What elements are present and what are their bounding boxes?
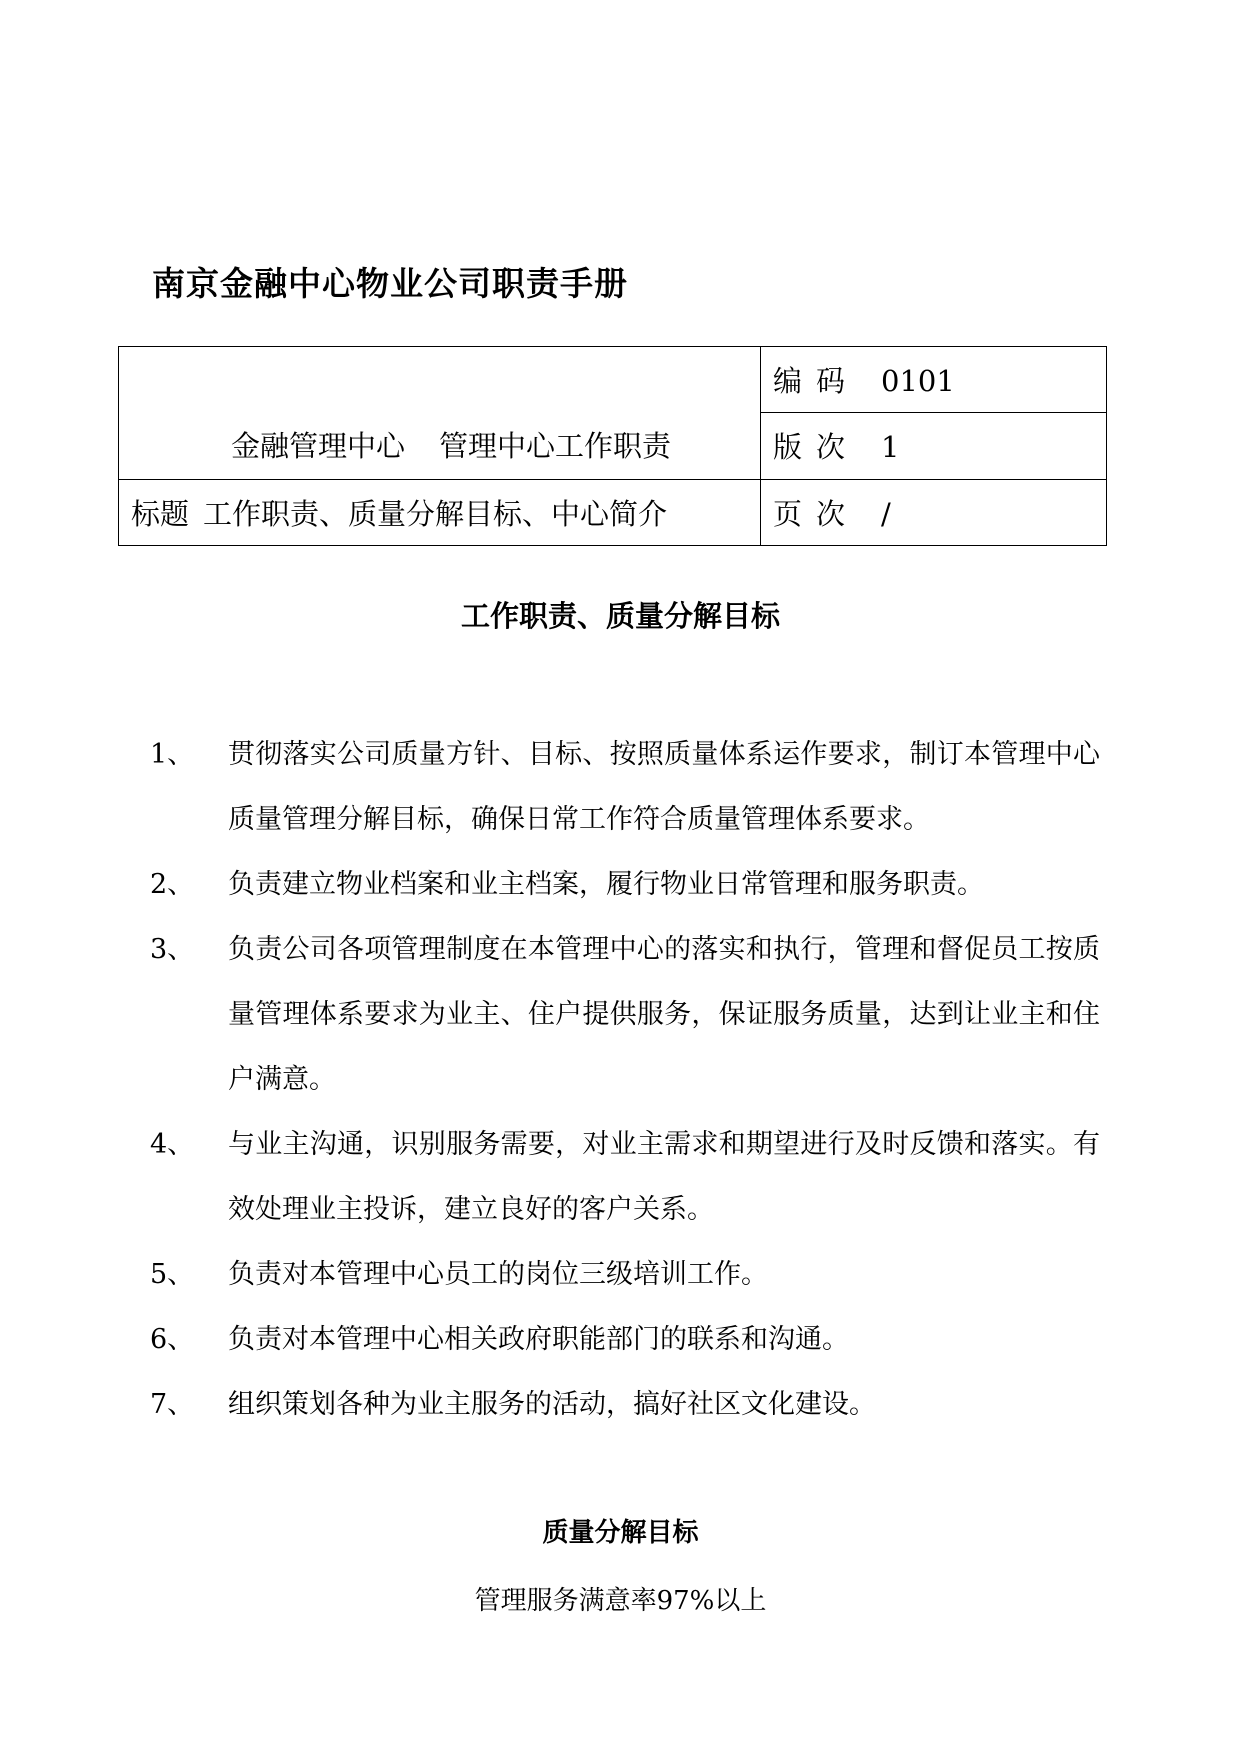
document-name: 管理中心工作职责	[439, 428, 672, 463]
code-value: 0101	[881, 364, 955, 399]
item-number: 3、	[150, 934, 195, 965]
item-number: 1、	[150, 739, 195, 770]
page-cell	[761, 479, 1107, 545]
item-number: 7、	[150, 1389, 195, 1420]
item-text: 负责公司各项管理制度在本管理中心的落实和执行，管理和督促员工按质量管理体系要求为业主、住户提供服务，保证服务质量，达到让业主和住户满意。	[228, 934, 1100, 1095]
department-name: 金融管理中心	[231, 428, 406, 463]
version-value: 1	[881, 430, 900, 465]
item-text: 贯彻落实公司质量方针、目标、按照质量体系运作要求，制订本管理中心质量管理分解目标，确保日常工作符合质量管理体系要求。	[228, 739, 1100, 835]
page-label: 页次	[773, 496, 860, 531]
list-item	[150, 1307, 1100, 1372]
subject-cell	[119, 479, 761, 545]
item-text: 负责对本管理中心相关政府职能部门的联系和沟通。	[228, 1324, 849, 1355]
quality-goals-title: 质量分解目标	[542, 1518, 699, 1548]
code-label: 编码	[773, 364, 860, 399]
page-title: 南京金融中心物业公司职责手册	[152, 264, 628, 303]
item-text: 组织策划各种为业主服务的活动，搞好社区文化建设。	[228, 1389, 876, 1420]
department-cell	[119, 347, 761, 480]
item-number: 4、	[150, 1129, 195, 1160]
list-item	[150, 1372, 1100, 1437]
document-header-table	[118, 346, 1107, 546]
subject-label: 标题	[131, 496, 190, 531]
list-item	[150, 1112, 1100, 1242]
quality-goal-text: 管理服务满意率97%以上	[474, 1586, 767, 1616]
item-text: 负责建立物业档案和业主档案，履行物业日常管理和服务职责。	[228, 869, 984, 900]
list-item	[150, 917, 1100, 1112]
item-number: 6、	[150, 1324, 195, 1355]
code-cell	[761, 347, 1107, 413]
page-value: /	[881, 496, 891, 531]
subject-value: 工作职责、质量分解目标、中心简介	[203, 496, 668, 531]
list-item	[150, 722, 1100, 852]
item-number: 5、	[150, 1259, 195, 1290]
item-text: 与业主沟通，识别服务需要，对业主需求和期望进行及时反馈和落实。有效处理业主投诉，建立良好的客户关系。	[228, 1129, 1100, 1225]
item-text: 负责对本管理中心员工的岗位三级培训工作。	[228, 1259, 768, 1290]
item-number: 2、	[150, 869, 195, 900]
version-label: 版次	[773, 430, 860, 465]
list-item	[150, 1242, 1100, 1307]
duties-list	[150, 722, 1100, 1437]
version-cell	[761, 413, 1107, 479]
section-title: 工作职责、质量分解目标	[460, 599, 780, 633]
list-item	[150, 852, 1100, 917]
